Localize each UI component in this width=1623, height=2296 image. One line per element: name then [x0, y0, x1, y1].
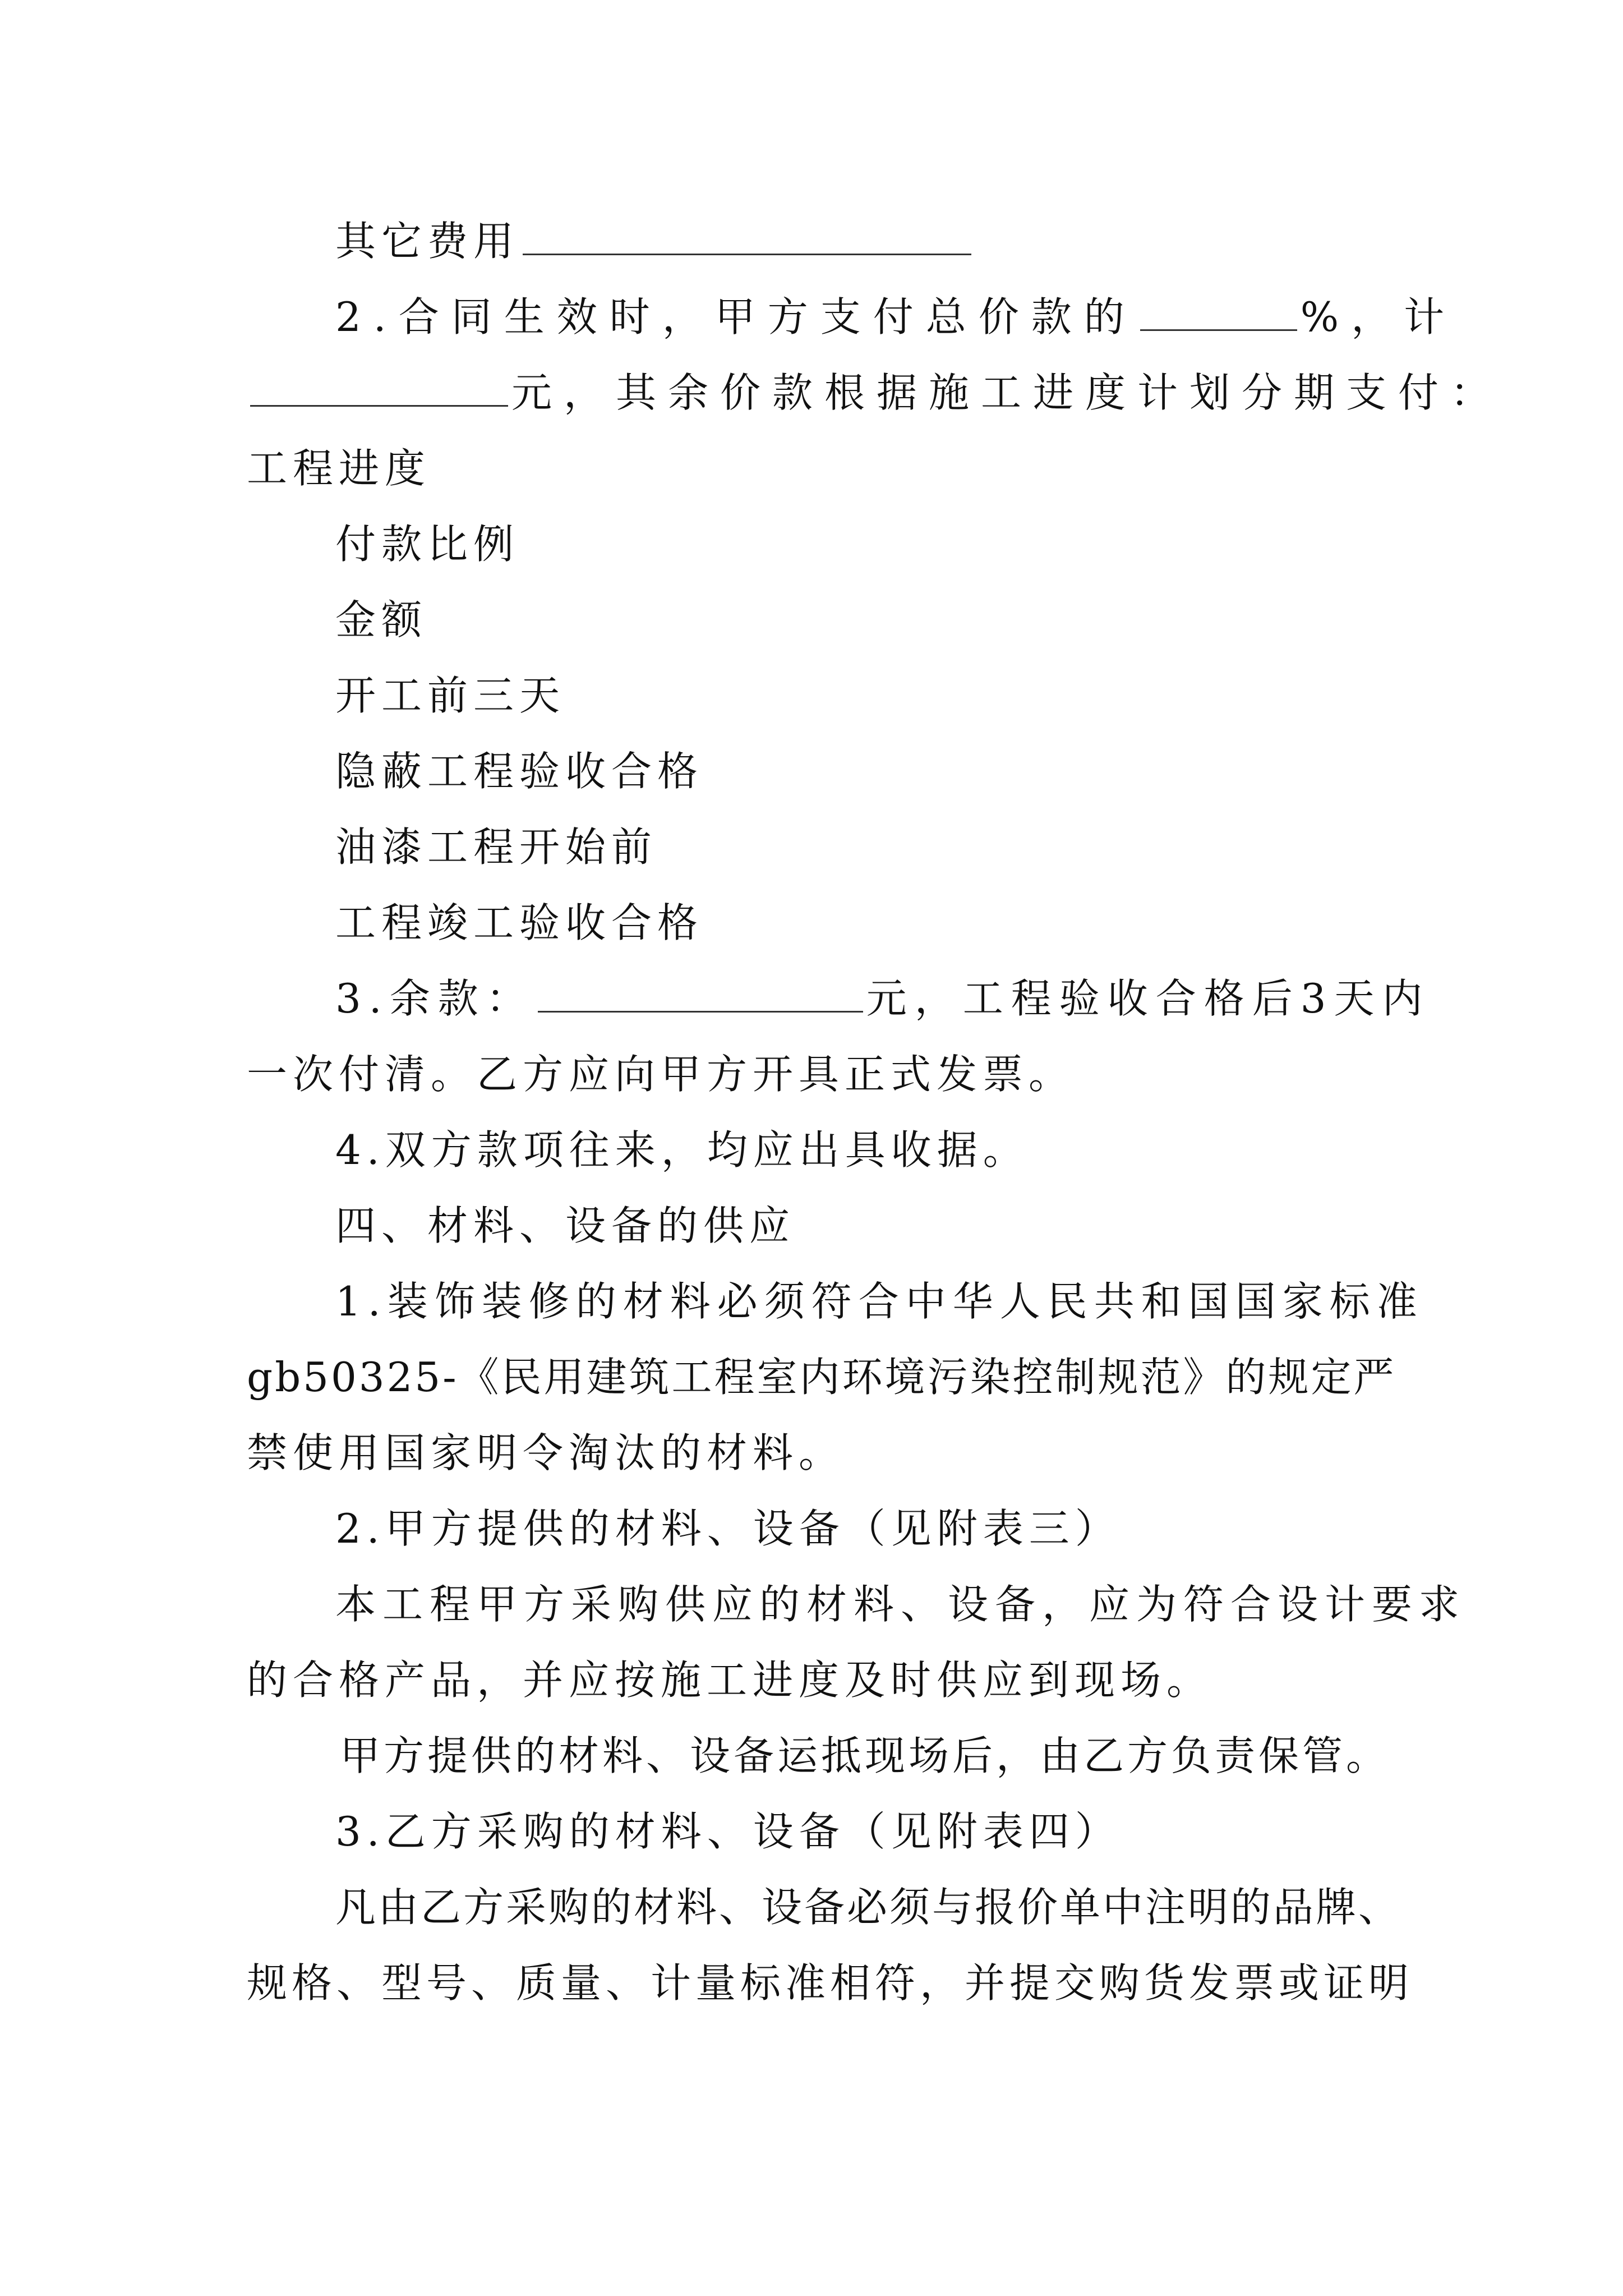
materials-clause-2: 2.甲方提供的材料、设备（见附表三） [335, 1505, 1121, 1552]
balance-amount-blank [538, 972, 863, 1013]
stage-item-3: 油漆工程开始前 [335, 823, 658, 871]
balance-clause-line1 [335, 970, 1431, 1027]
payment-clause-2-line2 [247, 365, 1502, 421]
table-header-ratio: 付款比例 [335, 521, 520, 568]
materials-clause-1-line2: gb50325-《民用建筑工程室内环境污染控制规范》的规定严 [247, 1354, 1396, 1401]
payment-percent-blank [1140, 290, 1297, 331]
other-fees-blank [523, 214, 971, 255]
other-fees-line [335, 213, 975, 269]
materials-clause-2-body-line1: 本工程甲方采购供应的材料、设备，应为符合设计要求 [335, 1581, 1467, 1628]
materials-clause-1-line3: 禁使用国家明令淘汰的材料。 [247, 1429, 845, 1476]
materials-clause-3: 3.乙方采购的材料、设备（见附表四） [335, 1808, 1121, 1855]
materials-clause-3-body-line2: 规格、型号、质量、计量标准相符，并提交购货发票或证明 [247, 1959, 1414, 2007]
payment-amount-blank [250, 366, 508, 407]
materials-clause-1-line1: 1.装饰装修的材料必须符合中华人民共和国国家标准 [335, 1278, 1424, 1325]
payment-installment-text: 元，其余价款根据施工进度计划分期支付： [511, 369, 1503, 416]
materials-clause-2-body-line2: 的合格产品，并应按施工进度及时供应到现场。 [247, 1657, 1213, 1704]
payment-clause-2-text: 2.合同生效时，甲方支付总价款的 [335, 293, 1137, 341]
balance-clause-line2: 一次付清。乙方应向甲方开具正式发票。 [247, 1051, 1075, 1098]
stage-item-2: 隐蔽工程验收合格 [335, 748, 704, 795]
other-fees-label: 其它费用 [335, 218, 520, 265]
section-4-title: 四、材料、设备的供应 [335, 1202, 796, 1249]
table-header-progress: 工程进度 [247, 445, 431, 492]
materials-clause-3-body-line1: 凡由乙方采购的材料、设备必须与报价单中注明的品牌、 [335, 1884, 1401, 1931]
payment-clause-2-line1 [335, 289, 1456, 345]
stage-item-1: 开工前三天 [335, 672, 566, 719]
stage-item-4: 工程竣工验收合格 [335, 899, 704, 946]
receipts-clause: 4.双方款项往来，均应出具收据。 [335, 1126, 1029, 1174]
balance-label: 3.余款： [335, 975, 534, 1022]
balance-terms: 元，工程验收合格后3天内 [866, 975, 1431, 1022]
payment-percent-suffix: %，计 [1300, 293, 1457, 341]
table-header-amount: 金额 [335, 596, 428, 643]
materials-clause-2-body-line3: 甲方提供的材料、设备运抵现场后，由乙方负责保管。 [340, 1732, 1390, 1779]
